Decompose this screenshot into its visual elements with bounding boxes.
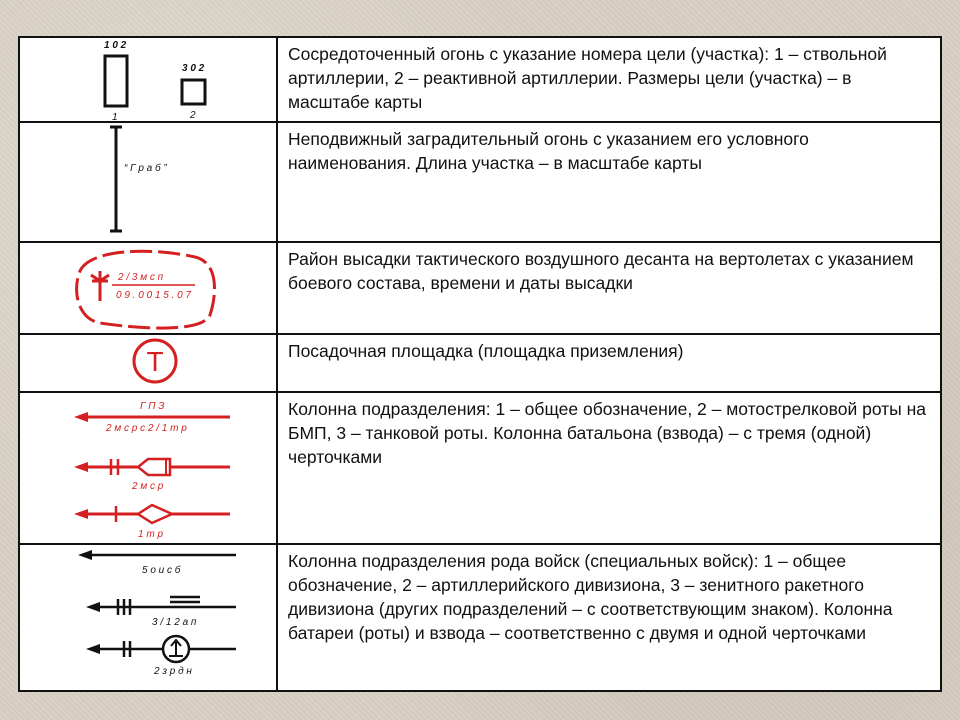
arrow-head-icon — [78, 550, 92, 560]
table-row-concentrated-fire — [20, 38, 940, 123]
tank-sign — [138, 505, 172, 523]
landing-site-letter: Т — [146, 346, 164, 377]
target-rect-rocket — [182, 80, 205, 104]
table-row-barrage-fire — [20, 123, 940, 243]
number-label: 2 — [190, 110, 196, 121]
unit-label: 5 о и с б — [142, 565, 181, 576]
arrow-head-icon — [74, 412, 88, 422]
time-label: 0 9 . 0 0 1 5 . 0 7 — [116, 290, 192, 301]
table-row-branch-column — [20, 545, 940, 690]
target-rect-artillery — [105, 56, 127, 106]
branch-column-symbols — [20, 545, 276, 690]
unit-label: 2 з р д н — [154, 666, 192, 677]
row-description: Сосредоточенный огонь с указание номера цели (участка): 1 – ствольной артиллерии, 2 – реактивной артиллерии. Размеры цели (участка) – в масштабе карты — [288, 44, 887, 112]
unit-label: 2 / 3 м с п — [118, 272, 164, 283]
table-row-landing-site — [20, 335, 940, 393]
route-label: Г П З — [140, 401, 165, 412]
row-description: Колонна подразделения: 1 – общее обозначение, 2 – мотострелковой роты на БМП, 3 – танковой роты. Колонна батальона (взвода) – с тремя (одной) черточками — [288, 399, 927, 467]
barrage-fire-symbol — [20, 123, 276, 241]
concentrated-fire-symbol — [20, 38, 276, 121]
air-assault-area-symbol — [20, 243, 276, 333]
unit-label: 2 м с р — [132, 481, 164, 492]
symbols-table — [18, 36, 942, 692]
symbol-cell — [20, 123, 278, 241]
route-label: 2 м с р с 2 / 1 т р — [106, 423, 187, 434]
table-row-landing-area — [20, 243, 940, 335]
arrow-head-icon — [86, 602, 100, 612]
number-label: 1 — [112, 112, 118, 121]
unit-label: 3 / 1 2 а п — [152, 617, 197, 628]
barrage-name-label: “ Г р а б ” — [124, 163, 167, 174]
symbol-cell — [20, 393, 278, 543]
arrow-head-icon — [74, 509, 88, 519]
symbol-cell — [20, 243, 278, 333]
row-description: Колонна подразделения рода войск (специальных войск): 1 – общее обозначение, 2 – артиллерийского дивизиона, 3 – зенитного ракетного дивизиона (других подразделений – с соответствующим знаком). Колонна батареи (роты) и взвода – соответственно с двумя и одной черточками — [288, 551, 893, 643]
symbol-cell — [20, 545, 278, 690]
unit-label: 1 т р — [138, 529, 164, 540]
unit-column-symbols — [20, 393, 276, 543]
arrow-head-icon — [86, 644, 100, 654]
row-description: Неподвижный заградительный огонь с указанием его условного наименования. Длина участка – в масштабе карты — [288, 129, 809, 173]
symbol-cell — [20, 335, 278, 391]
row-description: Район высадки тактического воздушного десанта на вертолетах с указанием боевого состава, времени и даты высадки — [288, 249, 914, 293]
target-number-label: 1 0 2 — [104, 40, 127, 51]
symbol-cell — [20, 38, 278, 121]
target-number-label: 3 0 2 — [182, 63, 205, 74]
row-description: Посадочная площадка (площадка приземления) — [288, 341, 684, 361]
landing-site-symbol — [20, 335, 276, 391]
arrow-head-icon — [74, 462, 88, 472]
table-row-unit-column — [20, 393, 940, 545]
